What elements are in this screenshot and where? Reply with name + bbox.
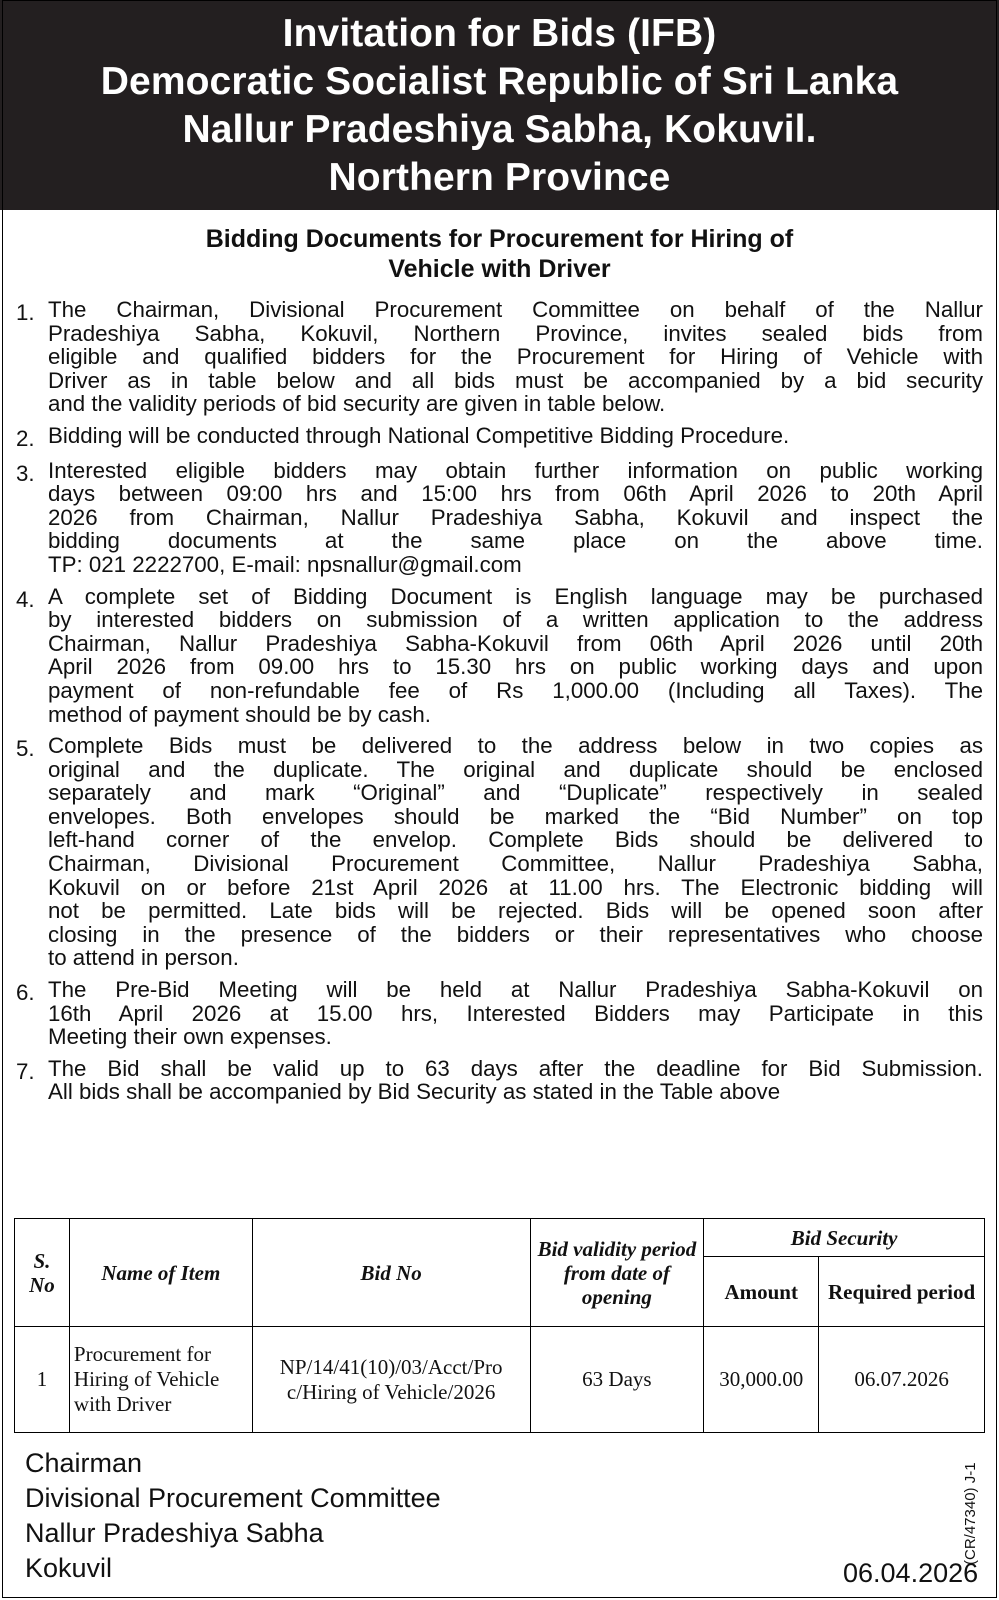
- cell-sno: 1: [15, 1327, 70, 1433]
- cell-bid-no: NP/14/41(10)/03/Acct/Pro c/Hiring of Vehicle/2026: [252, 1327, 530, 1433]
- clause-line: closing in the presence of the bidders or their representatives who choose: [48, 921, 983, 947]
- signature-block: [25, 1446, 441, 1586]
- clause-line: TP: 021 2222700, E-mail: npsnallur@gmail.com: [48, 551, 522, 577]
- clause-line: The Pre-Bid Meeting will be held at Nallur Pradeshiya Sabha-Kokuvil on: [48, 977, 983, 1003]
- subtitle-line-2: Vehicle with Driver: [388, 255, 611, 283]
- notice-date: 06.04.2026: [843, 1558, 979, 1588]
- clause-line: 2026 from Chairman, Nallur Pradeshiya Sabha, Kokuvil and inspect the: [48, 504, 983, 530]
- header-item: Name of Item: [69, 1219, 252, 1327]
- clause-number: 1.: [16, 300, 35, 325]
- clause-line: The Chairman, Divisional Procurement Committee on behalf of the Nallur: [48, 297, 983, 322]
- header-validity: Bid validity period from date of opening: [530, 1219, 704, 1327]
- signatory-place: Kokuvil: [25, 1553, 113, 1583]
- header-amount: Amount: [704, 1257, 819, 1327]
- header-bid-no: Bid No: [252, 1219, 530, 1327]
- clause-line: eligible and qualified bidders for the Procurement for Hiring of Vehicle with: [48, 344, 983, 370]
- clause-line: not be permitted. Late bids will be rejected. Bids will be opened soon after: [48, 898, 983, 924]
- clause-line: Driver as in table below and all bids must be accompanied by a bid security: [48, 367, 983, 393]
- clause-line: Chairman, Divisional Procurement Committee, Nallur Pradeshiya Sabha,: [48, 851, 983, 877]
- clause-line: Interested eligible bidders may obtain further information on public working: [48, 457, 983, 483]
- header-province: Northern Province: [328, 156, 671, 199]
- clause-line: Bidding will be conducted through National Competitive Bidding Procedure.: [48, 422, 790, 448]
- header-security: Bid Security: [704, 1219, 985, 1257]
- table-row: [15, 1327, 985, 1433]
- clause-number: 7.: [16, 1058, 35, 1084]
- cell-amount: 30,000.00: [704, 1327, 819, 1433]
- clause-line: Chairman, Nallur Pradeshiya Sabha-Kokuvil from 06th April 2026 until 20th: [48, 630, 983, 656]
- clause-line: to attend in person.: [48, 945, 239, 971]
- signatory-committee: Divisional Procurement Committee: [25, 1483, 441, 1513]
- reference-code: (CR/47340) J-1: [962, 1462, 979, 1565]
- clause-line: Meeting their own expenses.: [48, 1024, 332, 1050]
- clause-line: The Bid shall be valid up to 63 days after the deadline for Bid Submission.: [48, 1055, 983, 1081]
- clause-line: All bids shall be accompanied by Bid Security as stated in the Table above: [48, 1079, 781, 1105]
- cell-validity: 63 Days: [530, 1327, 704, 1433]
- header-period: Required period: [819, 1257, 985, 1327]
- clause-line: 16th April 2026 at 15.00 hrs, Interested Bidders may Participate in this: [48, 1000, 983, 1026]
- clause-line: A complete set of Bidding Document is English language may be purchased: [48, 583, 983, 609]
- clause-line: Complete Bids must be delivered to the address below in two copies as: [48, 733, 983, 759]
- clause-line: original and the duplicate. The original and duplicate should be enclosed: [48, 756, 983, 782]
- clause-line: payment of non-refundable fee of Rs 1,000.00 (Including all Taxes). The: [48, 677, 983, 703]
- clause-number: 4.: [16, 586, 35, 612]
- clause-line: by interested bidders on submission of a written application to the address: [48, 607, 983, 633]
- clause-number: 3.: [16, 460, 35, 486]
- signatory-authority: Nallur Pradeshiya Sabha: [25, 1518, 324, 1548]
- clause-line: left-hand corner of the envelop. Complete Bids should be delivered to: [48, 827, 983, 853]
- clause-line: Pradeshiya Sabha, Kokuvil, Northern Province, invites sealed bids from: [48, 320, 983, 346]
- clause-line: envelopes. Both envelopes should be marked the “Bid Number” on top: [48, 803, 983, 829]
- header-country: Democratic Socialist Republic of Sri Lanka: [100, 60, 899, 103]
- clause-number: 6.: [16, 980, 35, 1006]
- header-title: Invitation for Bids (IFB): [282, 12, 717, 55]
- cell-item: Procurement for Hiring of Vehicle with Driver: [69, 1327, 252, 1433]
- bid-table: [14, 1218, 985, 1433]
- clause-line: April 2026 from 09.00 hrs to 15.30 hrs on public working days and upon: [48, 654, 983, 680]
- signatory-title: Chairman: [25, 1448, 143, 1478]
- clause-number: 5.: [16, 736, 35, 762]
- header-authority: Nallur Pradeshiya Sabha, Kokuvil.: [182, 108, 817, 151]
- clause-line: method of payment should be by cash.: [48, 701, 431, 727]
- clause-line: Kokuvil on or before 21st April 2026 at 11.00 hrs. The Electronic bidding will: [48, 874, 983, 900]
- header-sno: S. No: [15, 1219, 70, 1327]
- clause-line: days between 09:00 hrs and 15:00 hrs from 06th April 2026 to 20th April: [48, 481, 983, 507]
- subtitle-line-1: Bidding Documents for Procurement for Hiring of: [205, 225, 794, 253]
- cell-period: 06.07.2026: [819, 1327, 985, 1433]
- clause-line: and the validity periods of bid security are given in table below.: [48, 391, 666, 417]
- clause-number: 2.: [16, 425, 35, 451]
- clause-line: separately and mark “Original” and “Duplicate” respectively in sealed: [48, 780, 983, 806]
- clause-line: bidding documents at the same place on the above time.: [48, 528, 983, 554]
